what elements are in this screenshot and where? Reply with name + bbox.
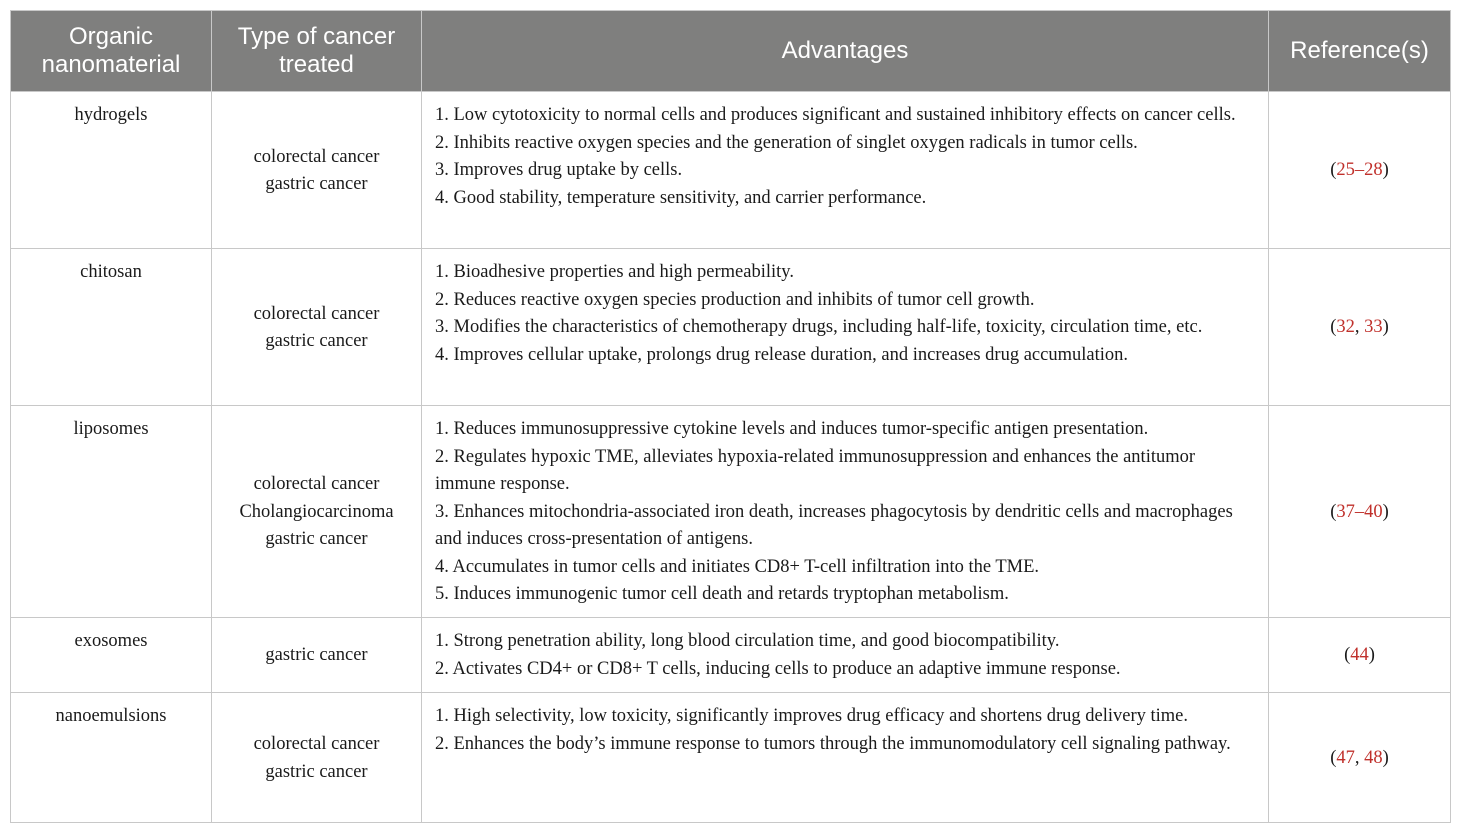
header-advantages: Advantages (422, 11, 1269, 92)
table-row (11, 693, 1451, 823)
cancer-type: colorectal cancer (253, 734, 380, 754)
reference-cell: (32, 33) (1269, 249, 1451, 406)
advantages-cell (422, 693, 1269, 823)
cancer-type: Cholangiocarcinoma (239, 501, 394, 522)
cancer-type: gastric cancer (265, 174, 368, 194)
advantage-item: 1. Strong penetration ability, long blood circulation time, and good biocompatibility. (435, 631, 1060, 651)
cancer-type-cell (212, 249, 422, 406)
reference-cell: (44) (1269, 618, 1451, 693)
material-cell: nanoemulsions (11, 693, 212, 823)
reference-link[interactable]: 44 (1350, 645, 1369, 666)
reference-link[interactable]: 37–40 (1336, 501, 1383, 522)
advantages-cell (422, 92, 1269, 249)
table-row (11, 249, 1451, 406)
reference-link[interactable]: 47 (1336, 747, 1355, 768)
cancer-type: gastric cancer (265, 761, 368, 782)
cancer-type: gastric cancer (265, 645, 368, 666)
cancer-type-cell (212, 92, 422, 249)
advantage-item: 3. Modifies the characteristics of chemotherapy drugs, including half-life, toxicity, circulation time, etc. (435, 317, 1203, 337)
cancer-type: colorectal cancer (253, 303, 380, 324)
advantage-item: 5. Induces immunogenic tumor cell death and retards tryptophan metabolism. (435, 584, 1009, 604)
advantages-cell (422, 618, 1269, 693)
advantage-item: 4. Accumulates in tumor cells and initiates CD8+ T-cell infiltration into the TME. (435, 556, 1040, 577)
advantage-item: 2. Reduces reactive oxygen species production and inhibits of tumor cell growth. (435, 289, 1035, 310)
advantage-item: 4. Good stability, temperature sensitivity, and carrier performance. (435, 187, 927, 208)
cancer-type-cell (212, 618, 422, 693)
advantages-cell (422, 249, 1269, 406)
advantage-item: 3. Improves drug uptake by cells. (435, 160, 683, 180)
cancer-type: gastric cancer (265, 331, 368, 351)
cancer-type: gastric cancer (265, 529, 368, 550)
nanomaterials-table (10, 10, 1451, 823)
cancer-type: colorectal cancer (253, 146, 380, 167)
advantage-item: 4. Improves cellular uptake, prolongs drug release duration, and increases drug accumulation. (435, 344, 1129, 365)
advantage-item: 2. Enhances the body’s immune response to tumors through the immunomodulatory cell signaling pathway. (435, 733, 1231, 754)
advantage-item: 1. High selectivity, low toxicity, significantly improves drug efficacy and shortens drug delivery time. (435, 706, 1189, 726)
material-cell: hydrogels (11, 92, 212, 249)
advantage-item: 2. Activates CD4+ or CD8+ T cells, inducing cells to produce an adaptive immune response. (435, 658, 1121, 679)
material-cell: liposomes (11, 406, 212, 618)
cancer-type: colorectal cancer (253, 474, 380, 495)
header-material: Organic nanomaterial (11, 11, 212, 92)
advantage-item: 1. Low cytotoxicity to normal cells and produces significant and sustained inhibitory effects on cancer cells. (435, 105, 1236, 125)
advantage-item: 2. Regulates hypoxic TME, alleviates hypoxia-related immunosuppression and enhances the antitumor immune response. (435, 446, 1196, 494)
reference-link[interactable]: 25–28 (1336, 160, 1383, 181)
header-cancer-type: Type of cancer treated (212, 11, 422, 92)
header-references: Reference(s) (1269, 11, 1451, 92)
material-cell: exosomes (11, 618, 212, 693)
advantage-item: 1. Bioadhesive properties and high permeability. (435, 262, 794, 282)
reference-cell: (25–28) (1269, 92, 1451, 249)
material-cell: chitosan (11, 249, 212, 406)
reference-link[interactable]: 32 (1336, 317, 1355, 338)
table-row (11, 92, 1451, 249)
reference-link[interactable]: 48 (1364, 747, 1383, 768)
table-row (11, 618, 1451, 693)
advantage-item: 1. Reduces immunosuppressive cytokine levels and induces tumor-specific antigen presentation. (435, 419, 1149, 439)
advantage-item: 2. Inhibits reactive oxygen species and the generation of singlet oxygen radicals in tumor cells. (435, 132, 1138, 153)
advantages-cell (422, 406, 1269, 618)
reference-cell: (37–40) (1269, 406, 1451, 618)
reference-link[interactable]: 33 (1364, 317, 1383, 338)
cancer-type-cell (212, 693, 422, 823)
cancer-type-cell (212, 406, 422, 618)
reference-cell: (47, 48) (1269, 693, 1451, 823)
table-row (11, 406, 1451, 618)
header-row (11, 11, 1451, 92)
advantage-item: 3. Enhances mitochondria-associated iron death, increases phagocytosis by dendritic cells and macrophages and induces cross-presentation of antigens. (435, 501, 1233, 549)
